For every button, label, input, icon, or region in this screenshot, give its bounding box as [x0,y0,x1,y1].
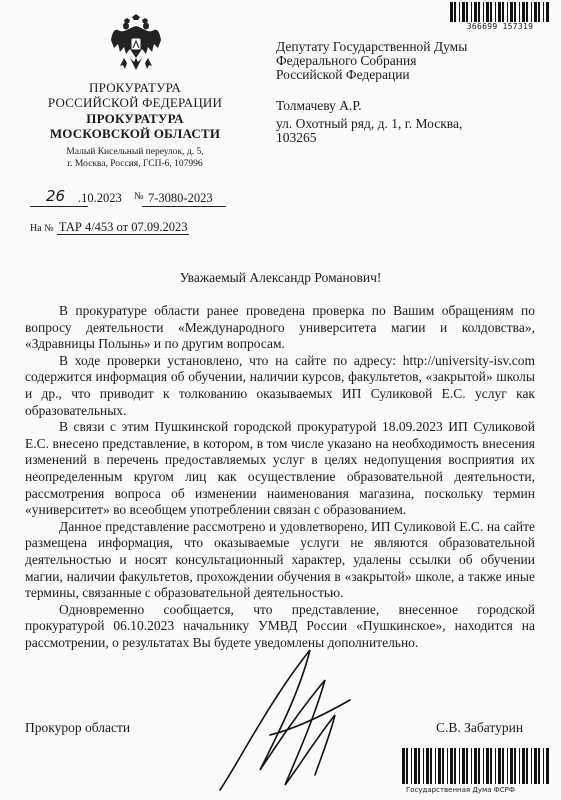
barcode-top-number: 366699 157319 [448,22,552,31]
outgoing-number: 7-3080-2023 [148,191,213,205]
signer-name: С.В. Забатурин [436,720,524,735]
org-subdivision: ПРОКУРАТУРА МОСКОВСКОЙ ОБЛАСТИ [49,111,221,141]
paragraph: В связи с этим Пушкинской городской прокуратурой 18.09.2023 ИП Суликовой Е.С. внесено представление, в котором, в том числе указано на необходимость внесения изменений в перечень предоставляемых услуг в целях недопущения восприятия их неопределенным кругом лиц как осуществление образовательной деятельности, рассмотрения вопроса об изменении наименования магазина, поскольку термин «университет» во всеобщем употреблении связан с образованием. [25,419,535,518]
signer-title: Прокурор области [25,720,131,735]
outgoing-date-number [30,187,230,211]
paragraph: В прокуратуре области ранее проведена проверка по Вашим обращениям по вопросу деятельности «Международного университета магии и колдовства», «Здравницы Полынь» и по другим вопросам. [25,303,535,352]
barcode-bottom-caption: Государственная Дума ФСРФ [406,786,515,794]
reference-line [30,220,189,235]
barcode-bottom [400,748,550,794]
letter-body [25,303,535,651]
handwritten-day: 26 [46,187,66,205]
number-label: № [134,191,144,202]
paragraph: Данное представление рассмотрено и удовлетворено, ИП Суликовой Е.С. на сайте размещена информация, что оказываемые услуги не являются образовательной деятельностью и носят консультационный характер, удалены ссылки об обучении магии, наличии факультетов, прохождении обучения в «закрытой» школе, а также иные термины, связанные с образовательной деятельностью. [25,518,535,601]
coat-of-arms-emblem [110,14,162,76]
ref-label: На № [30,223,54,234]
salutation: Уважаемый Александр Романович! [179,270,382,285]
org-name: ПРОКУРАТУРА РОССИЙСКОЙ ФЕДЕРАЦИИ [47,80,223,110]
barcode-top [448,2,552,30]
ref-value: ТАР 4/453 от 07.09.2023 [58,220,188,234]
org-address: Малый Кисельный переулок, д. 5, г. Москва, Россия, ГСП-6, 107996 [66,147,204,169]
date-month-year: .10.2023 [78,191,122,205]
addressee-name: Толмачеву А.Р. [276,98,362,113]
handwritten-signature [150,640,400,800]
addressee-title: Депутату Государственной Думы Федерального Собрания Российской Федерации [276,39,468,82]
paragraph: В ходе проверки установлено, что на сайте по адресу: http://university-isv.com содержится информация об обучении, наличии курсов, факультетов, «закрытой» школы и др., что приводит к толкованию оказываемых ИП Суликовой Е.С. услуг как образовательных. [25,352,535,418]
paragraph: Одновременно сообщается, что представление, внесенное городской прокуратурой 06.10.2023 начальнику УМВД России «Пушкинское», находится на рассмотрении, о результатах Вы будете уведомлены дополнительно. [25,601,535,650]
barcode-bottom-bars [400,748,550,784]
addressee-address: ул. Охотный ряд, д. 1, г. Москва, 103265 [276,116,463,145]
